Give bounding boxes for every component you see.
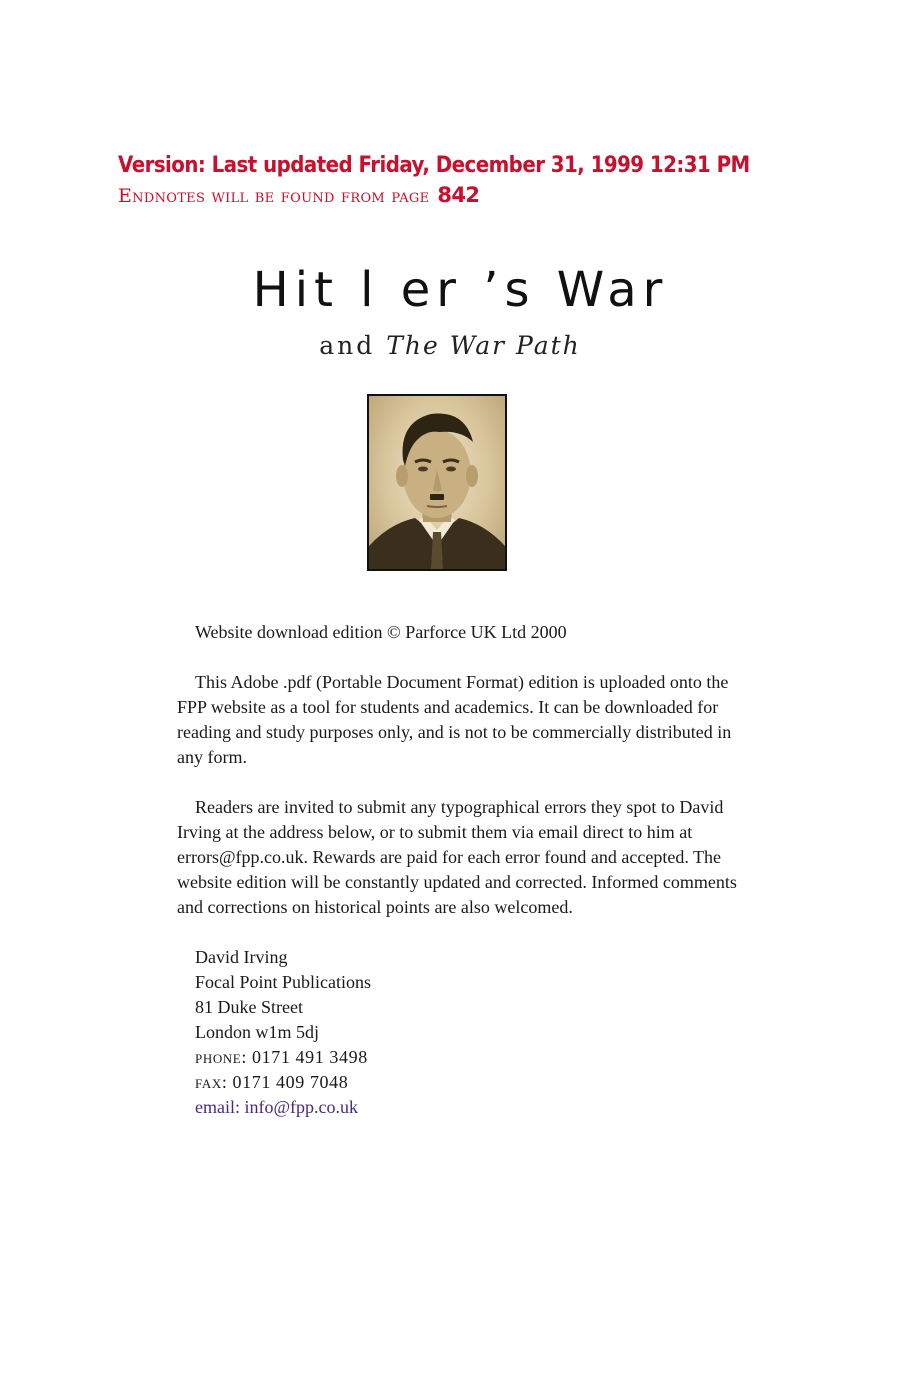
body-text <box>177 620 737 1120</box>
endnotes-note <box>118 183 479 207</box>
contact-street: 81 Duke Street <box>195 997 303 1017</box>
book-subtitle <box>0 331 900 360</box>
subtitle-italic: The War Path <box>386 331 581 360</box>
endnotes-label: Endnotes will be found from page <box>118 185 430 207</box>
portrait-photo <box>367 394 507 571</box>
errors-paragraph: Readers are invited to submit any typographical errors they spot to David Irving at the address below, or to submit them via email direct to him at errors@fpp.co.uk. Rewards are paid for each error found and accepted. The website edition will be constantly updated and corrected. Informed comments and corrections on historical points are also welcomed. <box>177 797 737 917</box>
version-line: Version: Last updated Friday, December 31, 1999 12:31 PM <box>118 153 750 178</box>
contact-email-link[interactable]: email: info@fpp.co.uk <box>195 1097 359 1117</box>
contact-address <box>177 945 737 1120</box>
contact-name: David Irving <box>195 947 288 967</box>
contact-fax: fax: 0171 409 7048 <box>195 1072 349 1092</box>
contact-city: London w1m 5dj <box>195 1022 319 1042</box>
intro-paragraph: This Adobe .pdf (Portable Document Format) edition is uploaded onto the FPP website as a tool for students and academics. It can be downloaded for reading and study purposes only, and is not to be commercially distributed in any form. <box>177 672 732 767</box>
subtitle-prefix: and <box>319 331 376 360</box>
endnotes-page-number: 842 <box>437 183 480 207</box>
contact-phone: phone: 0171 491 3498 <box>195 1047 368 1067</box>
portrait-illustration <box>369 396 505 569</box>
contact-company: Focal Point Publications <box>195 972 372 992</box>
book-title: Hit l er ’s War <box>252 262 669 318</box>
edition-line: Website download edition © Parforce UK Ltd 2000 <box>195 622 567 642</box>
